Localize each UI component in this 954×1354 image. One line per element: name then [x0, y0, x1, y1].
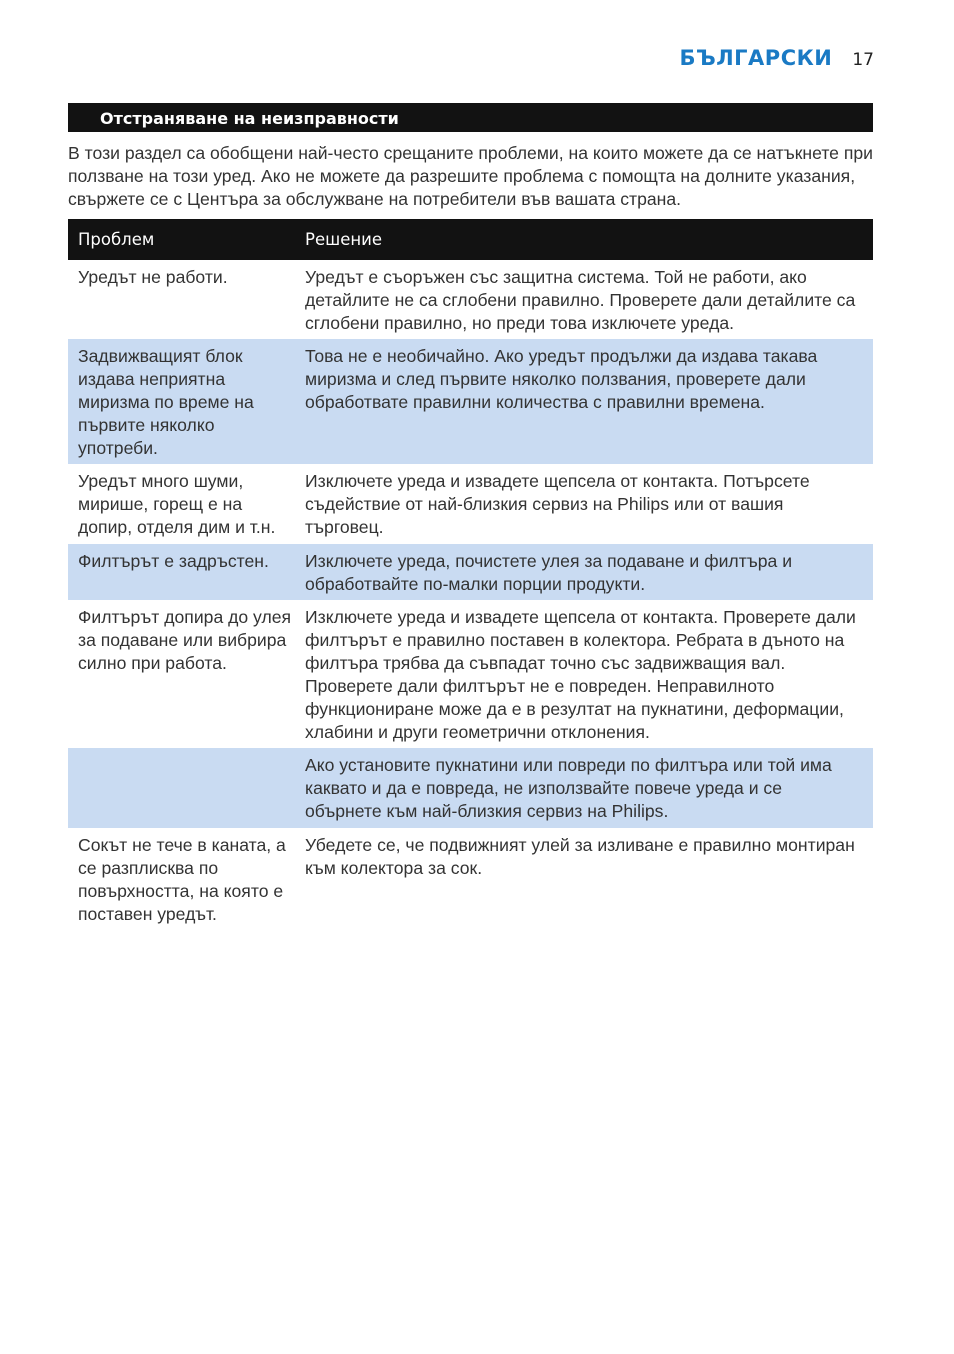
problem-cell: [68, 748, 295, 828]
intro-paragraph: В този раздел са обобщени най-често срещаните проблеми, на които можете да се натъкнете при ползване на този уред. Ако не можете да разрешите проблема с помощта на долните указания, свържете се с Центъра за обслужване на потребители във вашата страна.: [68, 143, 873, 209]
solution-cell: Убедете се, че подвижният улей за изливане е правилно монтиран към колектора за сок.: [305, 835, 855, 878]
problem-cell: Задвижващият блок издава неприятна миризма по време на първите няколко употреби.: [78, 346, 254, 458]
problem-cell: Уредът не работи.: [78, 267, 228, 287]
troubleshooting-table: [68, 219, 873, 932]
table-row: [68, 600, 873, 748]
page-header: [680, 46, 875, 70]
table-row: [68, 544, 873, 600]
solution-cell: Изключете уреда и извадете щепсела от контакта. Проверете дали филтърът е правилно поставен в колектора. Ребрата в дъното на филтъра трябва да съвпадат точно със задвижващия вал. Проверете дали филтърът не е повреден. Неправилното функциониране може да е в резултат на пукнатини, деформации, хлабини и други геометрични отклонения.: [305, 607, 856, 742]
problem-cell: Уредът много шуми, мирише, горещ е на допир, отделя дим и т.н.: [78, 471, 276, 537]
column-header-problem: Проблем: [78, 230, 155, 249]
solution-cell: Изключете уреда и извадете щепсела от контакта. Потърсете съдействие от най-близкия сервиз на Philips или от вашия търговец.: [305, 471, 810, 537]
solution-cell: Ако установите пукнатини или повреди по филтъра или той има каквато и да е повреда, не използвайте повече уреда и се обърнете към най-близкия сервиз на Philips.: [305, 755, 832, 821]
problem-cell: Филтърът е задръстен.: [78, 551, 269, 571]
solution-cell: Уредът е съоръжен със защитна система. Той не работи, ако детайлите не са сглобени правилно. Проверете дали детайлите са сглобени правилно, но преди това изключете уреда.: [305, 267, 856, 333]
problem-cell: Сокът не тече в каната, а се разплисква по повърхността, на която е поставен уредът.: [78, 835, 286, 924]
table-row: [68, 464, 873, 544]
table-header-row: [68, 219, 873, 260]
section-title: Отстраняване на неизправности: [68, 103, 873, 132]
problem-cell: Филтърът допира до улея за подаване или вибрира силно при работа.: [78, 607, 292, 673]
solution-cell: Изключете уреда, почистете улея за подаване и филтъра и обработвайте по-малки порции продукти.: [305, 551, 793, 594]
solution-cell: Това не е необичайно. Ако уредът продължи да издава такава миризма и след първите няколко ползвания, проверете дали обработвате правилни количества с правилни времена.: [305, 346, 818, 412]
table-row: [68, 339, 873, 464]
language-label: БЪЛГАРСКИ: [679, 46, 833, 70]
column-header-solution: Решение: [305, 230, 383, 249]
table-row: [68, 748, 873, 828]
page-number: 17: [852, 50, 874, 70]
table-row: [68, 260, 873, 339]
table-row: [68, 828, 873, 932]
